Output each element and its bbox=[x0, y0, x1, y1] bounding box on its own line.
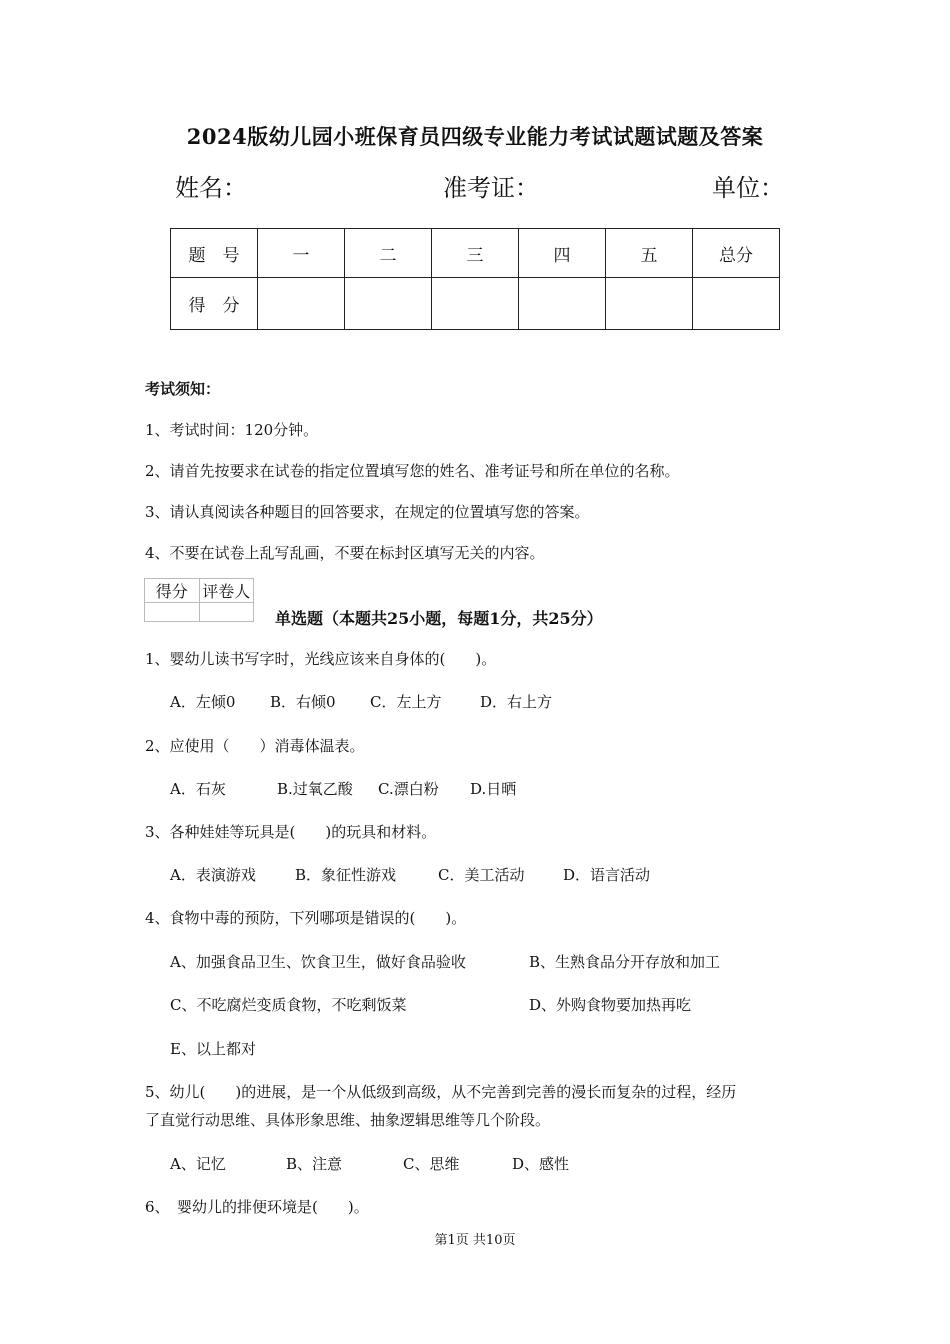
score-input-cell[interactable] bbox=[345, 278, 432, 330]
score-header-cell: 二 bbox=[345, 229, 432, 278]
question-stem: 5、幼儿( )的进展，是一个从低级到高级，从不完善到完善的漫长而复杂的过程，经历 bbox=[145, 1083, 737, 1101]
grader-name-label: 评卷人 bbox=[199, 579, 254, 603]
answer-option[interactable]: A、加强食品卫生、饮食卫生，做好食品验收 bbox=[170, 953, 466, 971]
score-table-header-row bbox=[171, 229, 780, 278]
answer-option[interactable]: D、外购食物要加热再吃 bbox=[529, 996, 692, 1014]
answer-option[interactable]: A．表演游戏 bbox=[170, 866, 256, 884]
score-input-cell[interactable] bbox=[258, 278, 345, 330]
answer-option[interactable]: C、思维 bbox=[403, 1155, 460, 1173]
name-field-label: 姓名： bbox=[175, 174, 247, 202]
question-stem: 4、食物中毒的预防，下列哪项是错误的( )。 bbox=[145, 909, 467, 927]
unit-field-label: 单位： bbox=[712, 174, 784, 202]
ticket-field-label: 准考证： bbox=[443, 174, 539, 202]
notice-item: 4、不要在试卷上乱写乱画，不要在标封区填写无关的内容。 bbox=[145, 544, 545, 562]
question-stem: 6、 婴幼儿的排便环境是( )。 bbox=[145, 1198, 369, 1216]
answer-option[interactable]: C．左上方 bbox=[370, 693, 442, 711]
question-stem: 1、婴幼儿读书写字时，光线应该来自身体的( )。 bbox=[145, 650, 497, 668]
answer-option[interactable]: B．象征性游戏 bbox=[295, 866, 397, 884]
question-stem: 3、各种娃娃等玩具是( )的玩具和材料。 bbox=[145, 823, 437, 841]
score-input-cell[interactable] bbox=[606, 278, 693, 330]
answer-option[interactable]: D．语言活动 bbox=[563, 866, 651, 884]
answer-option[interactable]: C．美工活动 bbox=[438, 866, 525, 884]
score-header-cell: 三 bbox=[432, 229, 519, 278]
score-table bbox=[170, 228, 780, 330]
score-header-cell: 一 bbox=[258, 229, 345, 278]
grader-box bbox=[144, 578, 254, 622]
answer-option[interactable]: D、感性 bbox=[512, 1155, 570, 1173]
grader-name-cell[interactable] bbox=[199, 603, 254, 622]
answer-option[interactable]: B.过氧乙酸 bbox=[277, 780, 353, 798]
score-table-score-row bbox=[171, 278, 780, 330]
notice-item: 2、请首先按要求在试卷的指定位置填写您的姓名、准考证号和所在单位的名称。 bbox=[145, 462, 680, 480]
score-header-cell: 题 号 bbox=[171, 229, 258, 278]
notice-title: 考试须知： bbox=[145, 380, 221, 398]
notice-item: 1、考试时间：120分钟。 bbox=[145, 421, 319, 439]
page-title: 2024版幼儿园小班保育员四级专业能力考试试题试题及答案 bbox=[186, 124, 764, 149]
answer-option[interactable]: C.漂白粉 bbox=[378, 780, 439, 798]
question-stem: 2、应使用（ ）消毒体温表。 bbox=[145, 737, 365, 755]
answer-option[interactable]: A．石灰 bbox=[170, 780, 226, 798]
score-input-cell[interactable] bbox=[519, 278, 606, 330]
answer-option[interactable]: E、以上都对 bbox=[170, 1040, 256, 1058]
answer-option[interactable]: A．左倾0 bbox=[170, 693, 236, 711]
answer-option[interactable]: B、注意 bbox=[286, 1155, 343, 1173]
score-input-cell[interactable] bbox=[693, 278, 780, 330]
score-input-cell[interactable] bbox=[432, 278, 519, 330]
answer-option[interactable]: A、记忆 bbox=[170, 1155, 226, 1173]
notice-item: 3、请认真阅读各种题目的回答要求，在规定的位置填写您的答案。 bbox=[145, 503, 590, 521]
page-footer: 第1页 共10页 bbox=[434, 1233, 516, 1248]
question-stem-continued: 了直觉行动思维、具体形象思维、抽象逻辑思维等几个阶段。 bbox=[145, 1111, 551, 1129]
score-row-label: 得 分 bbox=[171, 278, 258, 330]
score-header-cell: 四 bbox=[519, 229, 606, 278]
score-header-cell: 五 bbox=[606, 229, 693, 278]
section-title: 单选题（本题共25小题，每题1分，共25分） bbox=[275, 609, 603, 628]
score-header-cell: 总分 bbox=[693, 229, 780, 278]
answer-option[interactable]: D．右上方 bbox=[480, 693, 553, 711]
answer-option[interactable]: B．右倾0 bbox=[270, 693, 336, 711]
answer-option[interactable]: B、生熟食品分开存放和加工 bbox=[529, 953, 721, 971]
answer-option[interactable]: D.日晒 bbox=[470, 780, 517, 798]
answer-option[interactable]: C、不吃腐烂变质食物，不吃剩饭菜 bbox=[170, 996, 407, 1014]
grader-score-label: 得分 bbox=[145, 579, 200, 603]
grader-score-cell[interactable] bbox=[145, 603, 200, 622]
